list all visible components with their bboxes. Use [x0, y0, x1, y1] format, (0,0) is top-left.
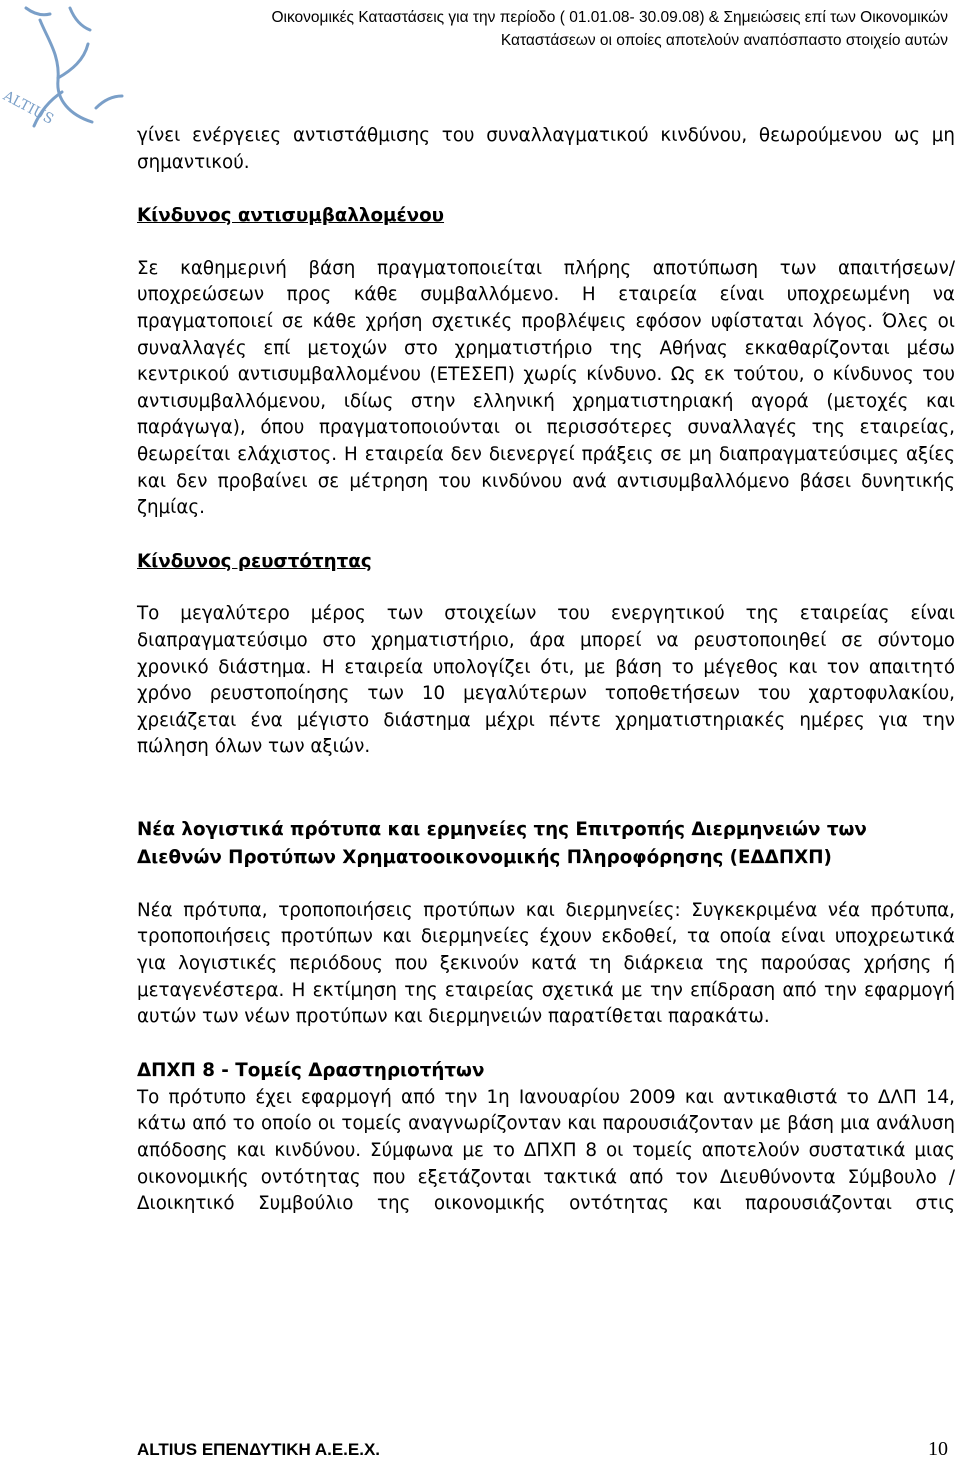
svg-text:ALTIUS: ALTIUS [0, 88, 57, 128]
paragraph-liquidity-risk: Το μεγαλύτερο μέρος των στοιχείων του ενεργητικού της εταιρείας είναι διαπραγματεύσιμο στο χρηματιστήριο, άρα μπορεί να ρευστοποιηθεί σε σύντομο χρονικό διάστημα. Η εταιρεία υπολογίζει ότι, με βάση το μέγεθος και τον απαιτητό χρόνο ρευστοποίησης των 10 μεγαλύτερων τοποθετήσεων του χαρτοφυλακίου, χρειάζεται ένα μέγιστο διάστημα μέχρι πέντε χρηματιστηριακές ημέρες για την πώληση όλων των αξιών. [137, 603, 955, 758]
altius-logo [0, 0, 140, 140]
header-line-2: Καταστάσεων οι οποίες αποτελούν αναπόσπαστο στοιχείο αυτών [500, 32, 948, 49]
paragraph-ifrs-8: Το πρότυπο έχει εφαρμογή από την 1η Ιανουαρίου 2009 και αντικαθιστά το ΔΛΠ 14, κάτω από το οποίο οι τομείς αναγνωρίζονταν και παρουσιάζονταν με βάση μια ανάλυση απόδοσης και κινδύνου. Σύμφωνα με το ΔΠΧΠ 8 οι τομείς αποτελούν συστατικά μιας οικονομικής οντότητας που εξετάζονται τακτικά από τον Διευθύνοντα Σύμβουλο / Διοικητικό Συμβούλιο της οικονομικής οντότητας και παρουσιάζονται στις [137, 1086, 955, 1215]
footer-company-name: ALTIUS ΕΠΕΝΔΥΤΙΚΗ Α.Ε.Ε.Χ. [137, 1440, 381, 1459]
header-line-1: Οικονομικές Καταστάσεις για την περίοδο ( 01.01.08- 30.09.08) & Σημειώσεις επί των Οικονομικών [271, 9, 948, 26]
paragraph-new-standards: Νέα πρότυπα, τροποποιήσεις προτύπων και διερμηνείες: Συγκεκριμένα νέα πρότυπα, τροποποιήσεις προτύπων και διερμηνείες έχουν εκδοθεί, τα οποία είναι υποχρεωτικά για λογιστικές περιόδους που ξεκινούν κατά τη διάρκεια της παρούσας χρήσης ή μεταγενέστερα. Η εκτίμηση της εταιρείας σχετικά με την επίδραση από την εφαρμογή αυτών των νέων προτύπων και διερμηνειών παρατίθεται παρακάτω. [137, 899, 955, 1028]
paragraph-fx-risk-end: γίνει ενέργειες αντιστάθμισης του συναλλαγματικού κινδύνου, θεωρούμενου ως μη σημαντικού. [137, 125, 955, 173]
heading-ifrs-8: ΔΠΧΠ 8 - Τομείς Δραστηριοτήτων [137, 1059, 485, 1081]
heading-liquidity-risk: Κίνδυνος ρευστότητας [137, 550, 372, 572]
heading-counterparty-risk: Κίνδυνος αντισυμβαλλομένου [137, 205, 445, 227]
heading-new-standards: Νέα λογιστικά πρότυπα και ερμηνείες της Επιτροπής Διερμηνειών των Διεθνών Προτύπων Χρηματοοικονομικής Πληροφόρησης (ΕΔΔΠΧΠ) [137, 818, 867, 868]
paragraph-counterparty-risk: Σε καθημερινή βάση πραγματοποιείται πλήρης αποτύπωση των απαιτήσεων/υποχρεώσεων προς κάθε συμβαλλόμενο. Η εταιρεία είναι υποχρεωμένη να πραγματοποιεί σε κάθε χρήση σχετικές προβλέψεις εφόσον υφίσταται λόγος. Όλες οι συναλλαγές επί μετοχών στο χρηματιστήριο της Αθήνας εκκαθαρίζονται μέσω κεντρικού αντισυμβαλλομένου (ΕΤΕΣΕΠ) χωρίς κίνδυνο. Ως εκ τούτου, ο κίνδυνος του αντισυμβαλλόμενου, ιδίως στην ελληνική χρηματιστηριακή αγορά (μετοχές και παράγωγα), όπου πραγματοποιούνται οι περισσότερες συναλλαγές της εταιρείας, θεωρείται ελάχιστος. Η εταιρεία δεν διενεργεί πράξεις σε μη διαπραγματεύσιμες αξίες και δεν προβαίνει σε μέτρηση του κινδύνου ανά αντισυμβαλλόμενο βάσει δυνητικής ζημίας. [137, 257, 955, 519]
document-body [137, 123, 955, 1218]
page-header [128, 6, 948, 52]
footer-page-number: 10 [928, 1438, 948, 1460]
